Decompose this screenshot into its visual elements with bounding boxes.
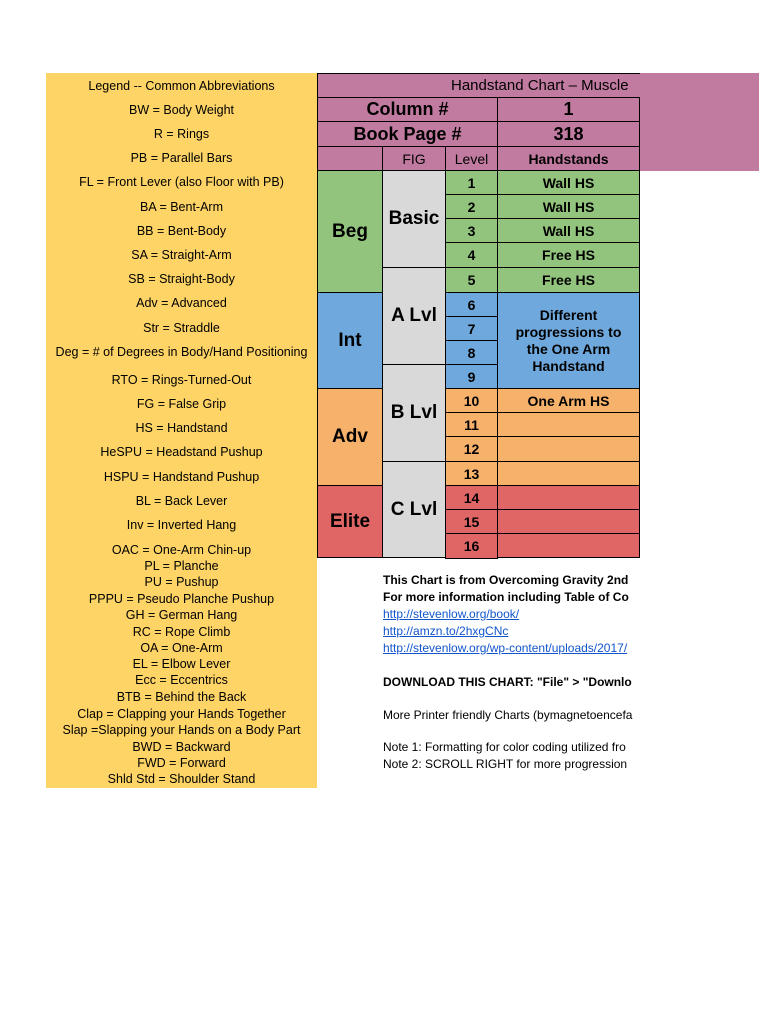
legend-item: R = Rings: [153, 127, 210, 141]
column-value: [497, 97, 640, 122]
header-tier-blank: [317, 146, 383, 171]
legend-item: BW = Body Weight: [128, 103, 235, 117]
legend-item: BA = Bent-Arm: [139, 200, 224, 214]
page-label: [317, 121, 498, 147]
legend-item: FWD = Forward: [137, 756, 226, 770]
skill-level-4: [497, 242, 640, 268]
skill-level-2-text: Wall HS: [542, 198, 595, 215]
legend-item: EL = Elbow Lever: [132, 657, 231, 671]
legend-item: OAC = One-Arm Chin-up: [111, 543, 252, 557]
fig-basic-text: Basic: [388, 208, 440, 229]
legend-item: OA = One-Arm: [140, 641, 223, 655]
skill-level-1-text: Wall HS: [542, 174, 595, 191]
legend-item: SA = Straight-Arm: [131, 248, 232, 262]
skill-level-1: [497, 170, 640, 195]
legend-item: BTB = Behind the Back: [116, 690, 247, 704]
level-cell-14: [445, 485, 498, 510]
skill-level-12: [497, 436, 640, 462]
legend-item: GH = German Hang: [125, 608, 238, 622]
fig-a-lvl: [382, 267, 446, 365]
legend-item: FG = False Grip: [136, 397, 227, 411]
level-cell-2: [445, 194, 498, 219]
level-cell-4: [445, 242, 498, 268]
level-cell-13: [445, 461, 498, 486]
page-value: [497, 121, 640, 147]
level-number: 10: [463, 392, 480, 409]
header-overflow-fill: [640, 73, 759, 171]
level-cell-3: [445, 218, 498, 243]
level-cell-7: [445, 316, 498, 341]
level-cell-9: [445, 364, 498, 389]
legend-item: PL = Planche: [144, 559, 219, 573]
level-cell-10: [445, 388, 498, 413]
level-number: 16: [463, 538, 480, 554]
legend-item: Adv = Advanced: [136, 296, 227, 310]
page-value-text: 318: [553, 123, 584, 144]
skill-level-3-text: Wall HS: [542, 222, 595, 239]
tier-beg: [317, 170, 383, 293]
level-number: 14: [463, 489, 480, 506]
skill-level-16: [497, 533, 640, 558]
skill-level-5-text: Free HS: [542, 272, 595, 288]
fig-basic: [382, 170, 446, 268]
legend-item: PU = Pushup: [144, 575, 219, 589]
level-number: 13: [463, 465, 480, 482]
legend-item: Clap = Clapping your Hands Together: [77, 707, 286, 721]
legend-item: BL = Back Lever: [135, 494, 228, 508]
legend-item: RTO = Rings-Turned-Out: [111, 373, 252, 387]
legend-item: Slap =Slapping your Hands on a Body Part: [62, 723, 301, 737]
legend-item: PB = Parallel Bars: [130, 151, 233, 165]
uploads-link[interactable]: http://stevenlow.org/wp-content/uploads/2017/: [383, 641, 628, 655]
fig-c-lvl: [382, 461, 446, 558]
level-number: 7: [467, 320, 476, 337]
level-number: 12: [463, 441, 480, 457]
skill-level-6-9-text: Different progressions to the One Arm Handstand: [515, 306, 622, 374]
level-cell-16: [445, 533, 498, 559]
legend-item: RC = Rope Climb: [132, 625, 231, 639]
level-number: 9: [467, 368, 476, 385]
skill-level-4-text: Free HS: [542, 247, 595, 263]
legend-item: HS = Handstand: [135, 421, 228, 435]
level-number: 5: [467, 272, 476, 288]
skill-level-5: [497, 267, 640, 293]
source-note-line2: For more information including Table of Co: [383, 590, 629, 604]
legend-item: FL = Front Lever (also Floor with PB): [79, 175, 284, 189]
tier-beg-text: Beg: [332, 220, 368, 242]
amazon-link[interactable]: http://amzn.to/2hxgCNc: [383, 624, 509, 638]
column-label-text: Column #: [366, 99, 449, 119]
skill-level-3: [497, 218, 640, 243]
header-level: [445, 146, 498, 171]
legend-item: Ecc = Eccentrics: [135, 673, 228, 687]
skill-level-2: [497, 194, 640, 219]
tier-int: [317, 292, 383, 389]
fig-b-lvl-text: B Lvl: [390, 402, 438, 423]
level-number: 11: [464, 416, 479, 433]
level-number: 1: [467, 174, 476, 191]
column-label: [317, 97, 498, 122]
header-skill: [497, 146, 640, 171]
source-note-line1: This Chart is from Overcoming Gravity 2nd: [383, 573, 629, 587]
book-link[interactable]: http://stevenlow.org/book/: [383, 607, 520, 621]
legend-item: BWD = Backward: [132, 740, 231, 754]
skill-level-13: [497, 461, 640, 486]
level-cell-5: [445, 267, 498, 293]
skill-level-15: [497, 509, 640, 534]
legend-item: PPPU = Pseudo Planche Pushup: [88, 592, 275, 606]
legend-title: Legend -- Common Abbreviations: [88, 79, 275, 93]
legend-item: Inv = Inverted Hang: [126, 518, 237, 532]
header-fig: [382, 146, 446, 171]
level-number: 2: [467, 198, 476, 215]
level-number: 4: [467, 247, 476, 263]
level-number: 8: [467, 344, 476, 361]
level-cell-6: [445, 292, 498, 317]
legend-item: BB = Bent-Body: [136, 224, 227, 238]
column-value-text: 1: [563, 99, 574, 119]
skill-level-10: [497, 388, 640, 413]
tier-int-text: Int: [338, 329, 362, 351]
level-cell-8: [445, 340, 498, 365]
download-note: DOWNLOAD THIS CHART: "File" > "Downlo: [383, 675, 632, 689]
level-number: 15: [463, 513, 480, 530]
level-cell-15: [445, 509, 498, 534]
tier-elite: [317, 485, 383, 558]
level-number: 3: [467, 222, 476, 239]
level-cell-12: [445, 436, 498, 462]
skill-level-6-9: [497, 292, 640, 389]
level-cell-1: [445, 170, 498, 195]
header-level-text: Level: [454, 150, 489, 167]
legend-item: SB = Straight-Body: [128, 272, 235, 286]
skill-level-10-text: One Arm HS: [527, 392, 610, 409]
tier-adv: [317, 388, 383, 486]
chart-title-text: Handstand Chart – Muscle: [451, 77, 629, 94]
chart-title: [317, 73, 640, 98]
fig-a-lvl-text: A Lvl: [391, 305, 437, 326]
level-cell-11: [445, 412, 498, 437]
header-skill-text: Handstands: [528, 150, 609, 167]
skill-level-14: [497, 485, 640, 510]
legend-item: Deg = # of Degrees in Body/Hand Positioning: [55, 345, 308, 359]
skill-level-11: [497, 412, 640, 437]
legend-item: Str = Straddle: [143, 321, 220, 335]
header-fig-text: FIG: [402, 150, 426, 167]
tier-adv-text: Adv: [332, 426, 368, 447]
legend-item: Shld Std = Shoulder Stand: [107, 772, 256, 786]
notes-section: [383, 572, 640, 772]
note-1: Note 1: Formatting for color coding utilized fro: [383, 740, 626, 754]
legend-item: HeSPU = Headstand Pushup: [100, 445, 263, 459]
fig-b-lvl: [382, 364, 446, 462]
note-2: Note 2: SCROLL RIGHT for more progression: [383, 757, 628, 771]
tier-elite-text: Elite: [329, 510, 371, 532]
page-label-text: Book Page #: [353, 123, 462, 144]
fig-c-lvl-text: C Lvl: [390, 498, 438, 520]
printer-charts-note: More Printer friendly Charts (bymagnetoencefa: [383, 708, 633, 722]
level-number: 6: [467, 296, 476, 313]
legend-item: HSPU = Handstand Pushup: [103, 470, 260, 484]
